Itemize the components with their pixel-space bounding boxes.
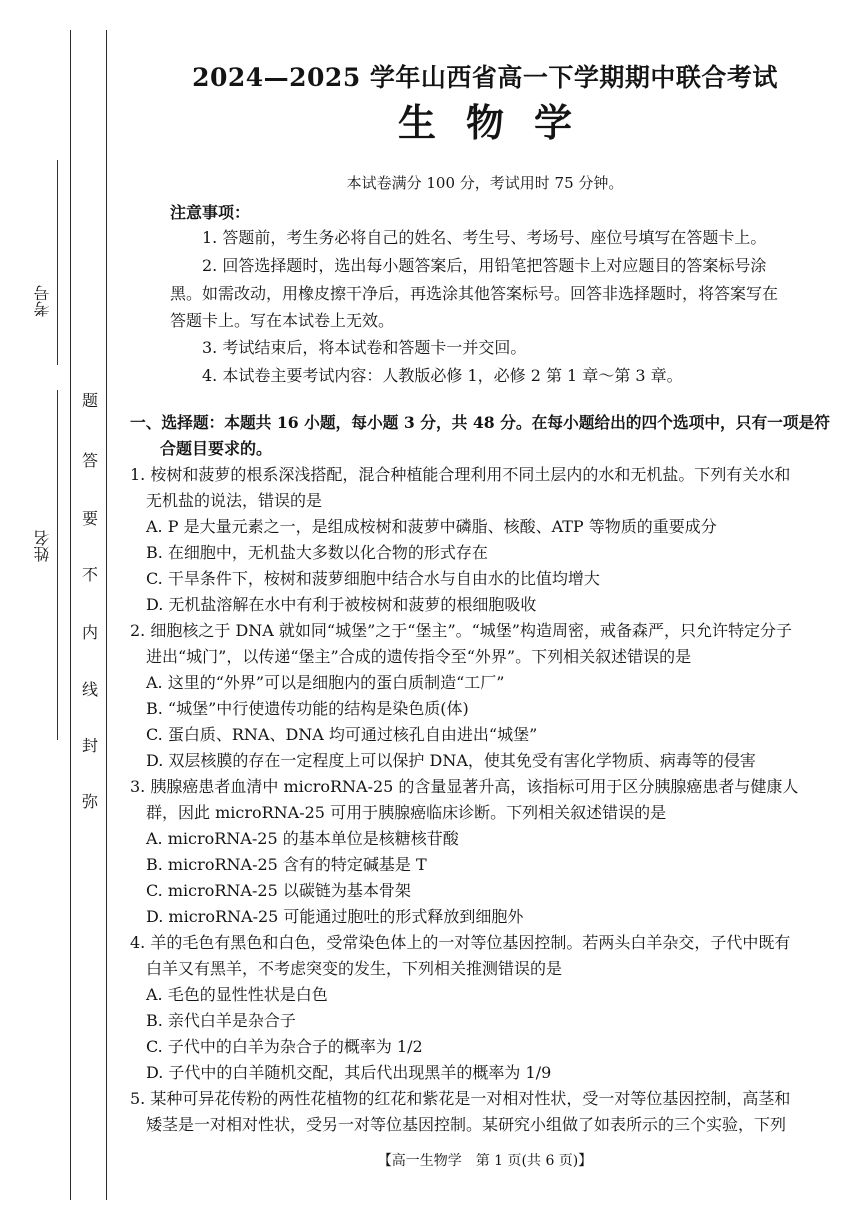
subject-title: 生物学: [397, 100, 602, 145]
notice-line-5: 3. 考试结束后，将本试卷和答题卡一并交回。: [202, 338, 527, 357]
notice-heading: 注意事项：: [170, 203, 251, 222]
question-4-stem: 4. 羊的毛色有黑色和白色，受常染色体上的一对等位基因控制。若两头白羊杂交，子代中既有: [130, 933, 791, 952]
question-5-stem: 5. 某种可异花传粉的两性花植物的红花和紫花是一对相对性状，受一对等位基因控制，高茎和: [130, 1089, 791, 1108]
name-label: 姓名: [33, 530, 52, 562]
question-3-stem-cont: 群，因此 microRNA-25 可用于胰腺癌临床诊断。下列相关叙述错误的是: [146, 803, 667, 822]
question-1-stem: 1. 桉树和菠萝的根系深浅搭配，混合种植能合理利用不同土层内的水和无机盐。下列有关水和: [130, 465, 791, 484]
exam-number-label: 考号: [33, 285, 52, 317]
question-1-option-a: A. P 是大量元素之一，是组成桉树和菠萝中磷脂、核酸、ATP 等物质的重要成分: [146, 517, 717, 536]
question-5-stem-cont: 矮茎是一对相对性状，受另一对等位基因控制。某研究小组做了如表所示的三个实验，下列: [146, 1115, 787, 1134]
question-4-option-d: D. 子代中的白羊随机交配，其后代出现黑羊的概率为 1/9: [146, 1063, 552, 1082]
question-4-stem-cont: 白羊又有黑羊，不考虑突变的发生，下列相关推测错误的是: [146, 959, 563, 978]
question-2-stem: 2. 细胞核之于 DNA 就如同“城堡”之于“堡主”。“城堡”构造周密，戒备森严，只允许特定分子: [130, 621, 792, 640]
question-1-stem-cont: 无机盐的说法，错误的是: [146, 491, 323, 510]
notice-line-3: 黑。如需改动，用橡皮擦干净后，再选涂其他答案标号。回答非选择题时，将答案写在: [170, 284, 779, 303]
question-4-option-a: A. 毛色的显性性状是白色: [146, 985, 328, 1004]
seal-char-8: 弥: [81, 792, 98, 811]
question-4-option-c: C. 子代中的白羊为杂合子的概率为 1/2: [146, 1037, 423, 1056]
question-2-option-d: D. 双层核膜的存在一定程度上可以保护 DNA，使其免受有害化学物质、病毒等的侵害: [146, 751, 756, 770]
seal-char-5: 内: [81, 623, 98, 642]
question-4-option-b: B. 亲代白羊是杂合子: [146, 1011, 296, 1030]
question-2-stem-cont: 进出“城门”，以传递“堡主”合成的遗传指令至“外界”。下列相关叙述错误的是: [146, 647, 692, 666]
seal-char-7: 封: [81, 736, 98, 755]
binding-line-inner: [106, 30, 107, 1200]
question-1-option-c: C. 干旱条件下，桉树和菠萝细胞中结合水与自由水的比值均增大: [146, 569, 600, 588]
question-3-option-c: C. microRNA-25 以碳链为基本骨架: [146, 881, 411, 900]
binding-line-outer: [70, 30, 71, 1200]
question-3-option-b: B. microRNA-25 含有的特定碱基是 T: [146, 855, 427, 874]
notice-line-1: 1. 答题前，考生务必将自己的姓名、考生号、考场号、座位号填写在答题卡上。: [202, 228, 767, 247]
question-2-option-c: C. 蛋白质、RNA、DNA 均可通过核孔自由进出“城堡”: [146, 725, 538, 744]
exam-title: 2024—2025 学年山西省高一下学期期中联合考试: [192, 63, 778, 92]
page-footer: 【高一生物学 第 1 页(共 6 页)】: [377, 1153, 593, 1169]
section-heading-cont: 合题目要求的。: [160, 439, 273, 458]
exam-info: 本试卷满分 100 分，考试用时 75 分钟。: [346, 174, 624, 192]
question-2-option-a: A. 这里的“外界”可以是细胞内的蛋白质制造“工厂”: [146, 673, 505, 692]
question-3-option-d: D. microRNA-25 可能通过胞吐的形式释放到细胞外: [146, 907, 524, 926]
notice-line-2: 2. 回答选择题时，选出每小题答案后，用铅笔把答题卡上对应题目的答案标号涂: [202, 256, 767, 275]
seal-char-2: 答: [81, 451, 98, 470]
exam-number-field[interactable]: [57, 160, 58, 365]
question-2-option-b: B. “城堡”中行使遗传功能的结构是染色质(体): [146, 699, 469, 718]
seal-char-6: 线: [81, 680, 98, 699]
question-3-option-a: A. microRNA-25 的基本单位是核糖核苷酸: [146, 829, 459, 848]
question-1-option-b: B. 在细胞中，无机盐大多数以化合物的形式存在: [146, 543, 488, 562]
notice-line-6: 4. 本试卷主要考试内容：人教版必修 1，必修 2 第 1 章～第 3 章。: [202, 366, 683, 385]
question-3-stem: 3. 胰腺癌患者血清中 microRNA-25 的含量显著升高，该指标可用于区分胰腺癌患者与健康人: [130, 777, 799, 796]
question-1-option-d: D. 无机盐溶解在水中有利于被桉树和菠萝的根细胞吸收: [146, 595, 537, 614]
section-heading: 一、选择题：本题共 16 小题，每小题 3 分，共 48 分。在每小题给出的四个选项中，只有一项是符: [130, 413, 830, 432]
notice-line-4: 答题卡上。写在本试卷上无效。: [170, 311, 395, 330]
seal-char-3: 要: [81, 509, 98, 528]
name-field[interactable]: [57, 390, 58, 740]
seal-char-4: 不: [81, 565, 98, 584]
seal-char-1: 题: [81, 391, 98, 410]
